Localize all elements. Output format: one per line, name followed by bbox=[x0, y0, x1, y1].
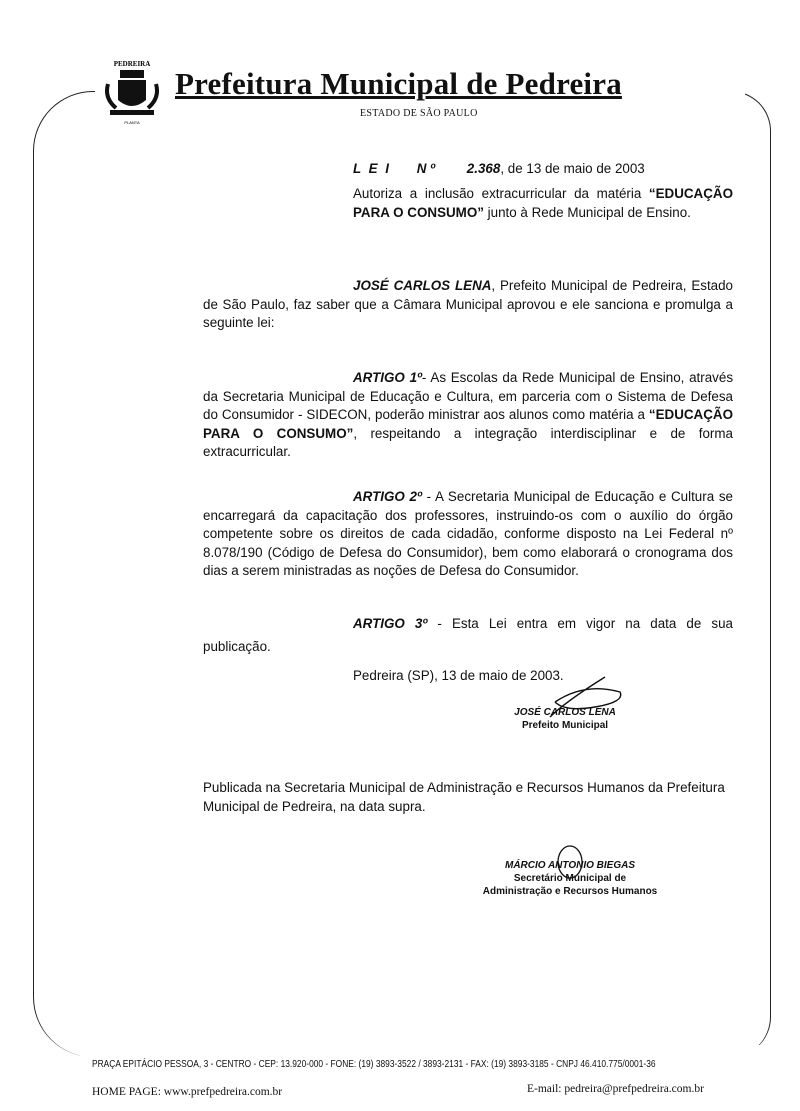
ementa-subject: “EDUCAÇÃO PARA O CONSUMO” bbox=[353, 186, 733, 220]
footer-address: PRAÇA EPITÁCIO PESSOA, 3 - CENTRO - CEP: 13.920-000 - FONE: (19) 3893-3522 / 3893-2131 - FAX: (19) 3893-3185 - CNPJ 46.410.775/0001-36 bbox=[92, 1058, 656, 1070]
article-2-text: - A Secretaria Municipal de Educação e Cultura se encarregará da capacitação dos professores, instruindo-os com o auxílio do órgão competente sobre os direitos de cada cidadão, conforme disposto na Lei Federal nº 8.078/190 (Código de Defesa do Consumidor), bem como elaborará o cronograma dos dias a serem ministradas as noções de Defesa do Consumidor. bbox=[203, 489, 734, 579]
footer-email: E-mail: pedreira@prefpedreira.com.br bbox=[527, 1083, 704, 1095]
svg-text:PLANTA: PLANTA bbox=[124, 120, 140, 125]
article-3-text: - Esta Lei entra em vigor na data de sua publicação. bbox=[203, 616, 734, 654]
article-1-subject: “EDUCAÇÃO PARA O CONSUMO” bbox=[203, 407, 733, 441]
state-subtitle: ESTADO DE SÃO PAULO bbox=[360, 108, 478, 119]
page-title: Prefeitura Municipal de Pedreira bbox=[175, 66, 622, 101]
ementa bbox=[353, 185, 733, 222]
law-number-label: N º bbox=[416, 161, 436, 176]
municipal-crest-icon bbox=[100, 58, 164, 130]
footer-homepage: HOME PAGE: www.prefpedreira.com.br bbox=[92, 1086, 283, 1098]
signer-1-title: Prefeito Municipal bbox=[521, 720, 609, 731]
signer-2-title: Secretário Municipal de bbox=[513, 873, 627, 884]
law-lei: L E I bbox=[353, 161, 392, 176]
law-heading bbox=[353, 160, 645, 179]
article-1 bbox=[203, 369, 733, 462]
law-date: , de 13 de maio de 2003 bbox=[500, 161, 645, 176]
article-2-label: ARTIGO 2º bbox=[353, 489, 422, 504]
signer-1 bbox=[480, 706, 650, 732]
article-1-text-end: , respeitando a integração interdisciplinar e de forma extracurricular. bbox=[203, 425, 733, 460]
law-number: 2.368 bbox=[466, 161, 501, 176]
article-1-text: - As Escolas da Rede Municipal de Ensino, através da Secretaria Municipal de Educação e Cultura, em parceria com o Sistema de Defesa do Consumidor - SIDECON, poderão ministrar aos alunos como matéria a bbox=[203, 370, 734, 423]
place-date: Pedreira (SP), 13 de maio de 2003. bbox=[353, 668, 564, 683]
ementa-text: Autoriza a inclusão extracurricular da matéria bbox=[353, 186, 649, 201]
article-3-label: ARTIGO 3º bbox=[353, 616, 428, 631]
signer-2-name: MÁRCIO ANTONIO BIEGAS bbox=[504, 860, 635, 871]
article-2 bbox=[203, 488, 733, 581]
article-1-label: ARTIGO 1º bbox=[353, 370, 422, 385]
preamble bbox=[203, 277, 733, 333]
svg-text:PEDREIRA: PEDREIRA bbox=[113, 60, 151, 68]
publication-note: Publicada na Secretaria Municipal de Administração e Recursos Humanos da Prefeitura Municipal de Pedreira, na data supra. bbox=[203, 780, 725, 814]
signer-2 bbox=[455, 859, 685, 898]
ementa-text-end: junto à Rede Municipal de Ensino. bbox=[483, 204, 691, 220]
preamble-text: , Prefeito Municipal de Pedreira, Estado de São Paulo, faz saber que a Câmara Municipal aprovou e ele sanciona e promulga a seguinte lei: bbox=[203, 278, 734, 331]
article-3 bbox=[203, 612, 733, 658]
mayor-name: JOSÉ CARLOS LENA bbox=[353, 278, 492, 293]
signer-2-department: Administração e Recursos Humanos bbox=[482, 886, 658, 897]
signer-1-name: JOSÉ CARLOS LENA bbox=[514, 707, 616, 718]
